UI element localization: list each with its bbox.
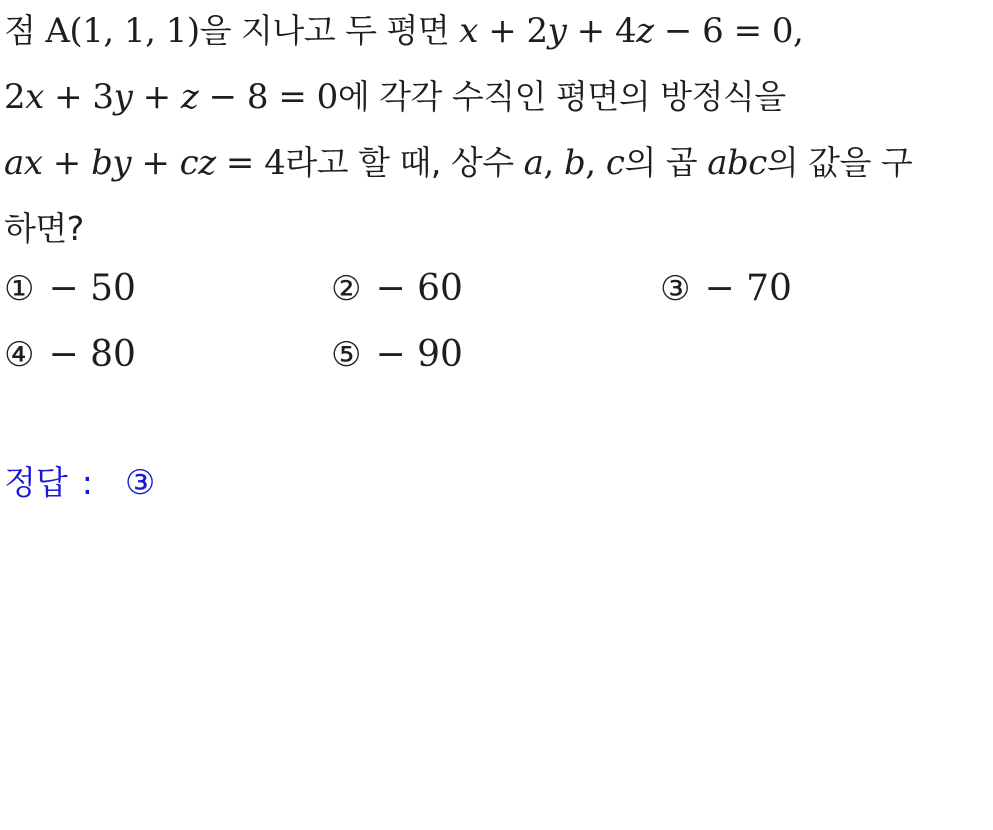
variable-abc: abc [707,143,767,183]
variable-y: y [113,77,133,117]
math-segment: + 4 [566,11,637,51]
answer-colon: : [81,463,93,502]
math-segment: , [585,143,606,183]
choice-2[interactable] [331,258,463,326]
choice-value: − 70 [704,268,792,309]
math-segment: , [543,143,564,183]
variable-y: y [547,11,567,51]
point-a-expression: A(1, 1, 1) [45,11,200,51]
variable-x: x [25,77,44,117]
math-segment: + [131,143,180,183]
math-segment: + [132,77,181,117]
math-segment: − 6 = 0, [653,11,804,51]
answer-value: ③ [124,463,156,503]
variable-ax: ax [4,143,43,183]
question-text-segment: 점 [4,11,46,50]
question-text-segment: 의 곱 [624,143,708,182]
question-text-segment: 에 각각 수직인 평면의 방정식을 [337,77,786,116]
plane-1-equation [459,11,803,51]
answer-label: 정답 [4,463,68,502]
choice-value: − 50 [48,268,136,309]
choice-number: ④ [4,335,35,375]
choice-value: − 60 [375,268,463,309]
question-text [4,0,993,262]
math-segment: 2 [4,77,26,117]
question-text-segment: 을 지나고 두 평면 [199,11,460,50]
choice-3[interactable] [660,258,792,326]
choice-row-2 [4,324,993,390]
math-segment: − 8 = 0 [198,77,338,117]
constants-list [524,143,625,183]
math-segment: + 2 [477,11,548,51]
math-segment: = 4 [215,143,286,183]
question-text-segment: 라고 할 때, 상수 [285,143,524,182]
plane-equation-general [4,143,285,183]
math-segment: + [42,143,92,183]
answer-choices [4,258,993,390]
choice-4[interactable] [4,324,136,392]
choice-value: − 80 [48,334,136,375]
question-text-segment: 하면? [4,209,84,248]
question-line-2 [4,64,993,130]
variable-a: a [523,143,544,183]
product-abc [707,143,767,183]
choice-number: ② [331,269,362,309]
math-segment: + 3 [43,77,114,117]
choice-5[interactable] [331,324,463,392]
variable-z: z [636,11,654,51]
question-text-segment: 의 값을 구 [766,143,913,182]
variable-c: c [605,143,625,183]
variable-b: b [564,143,586,183]
variable-x: x [459,11,478,51]
variable-cz: cz [179,143,216,183]
choice-row-1 [4,258,993,324]
question-line-4 [4,196,993,262]
choice-number: ⑤ [331,335,362,375]
choice-value: − 90 [375,334,463,375]
variable-z: z [180,77,199,117]
choice-number: ③ [660,269,691,309]
question-line-1 [4,0,993,64]
question-line-3 [4,130,993,196]
variable-by: by [91,143,132,183]
plane-2-equation [4,77,338,117]
choice-number: ① [4,269,35,309]
answer-line [4,455,155,511]
choice-1[interactable] [4,258,136,326]
